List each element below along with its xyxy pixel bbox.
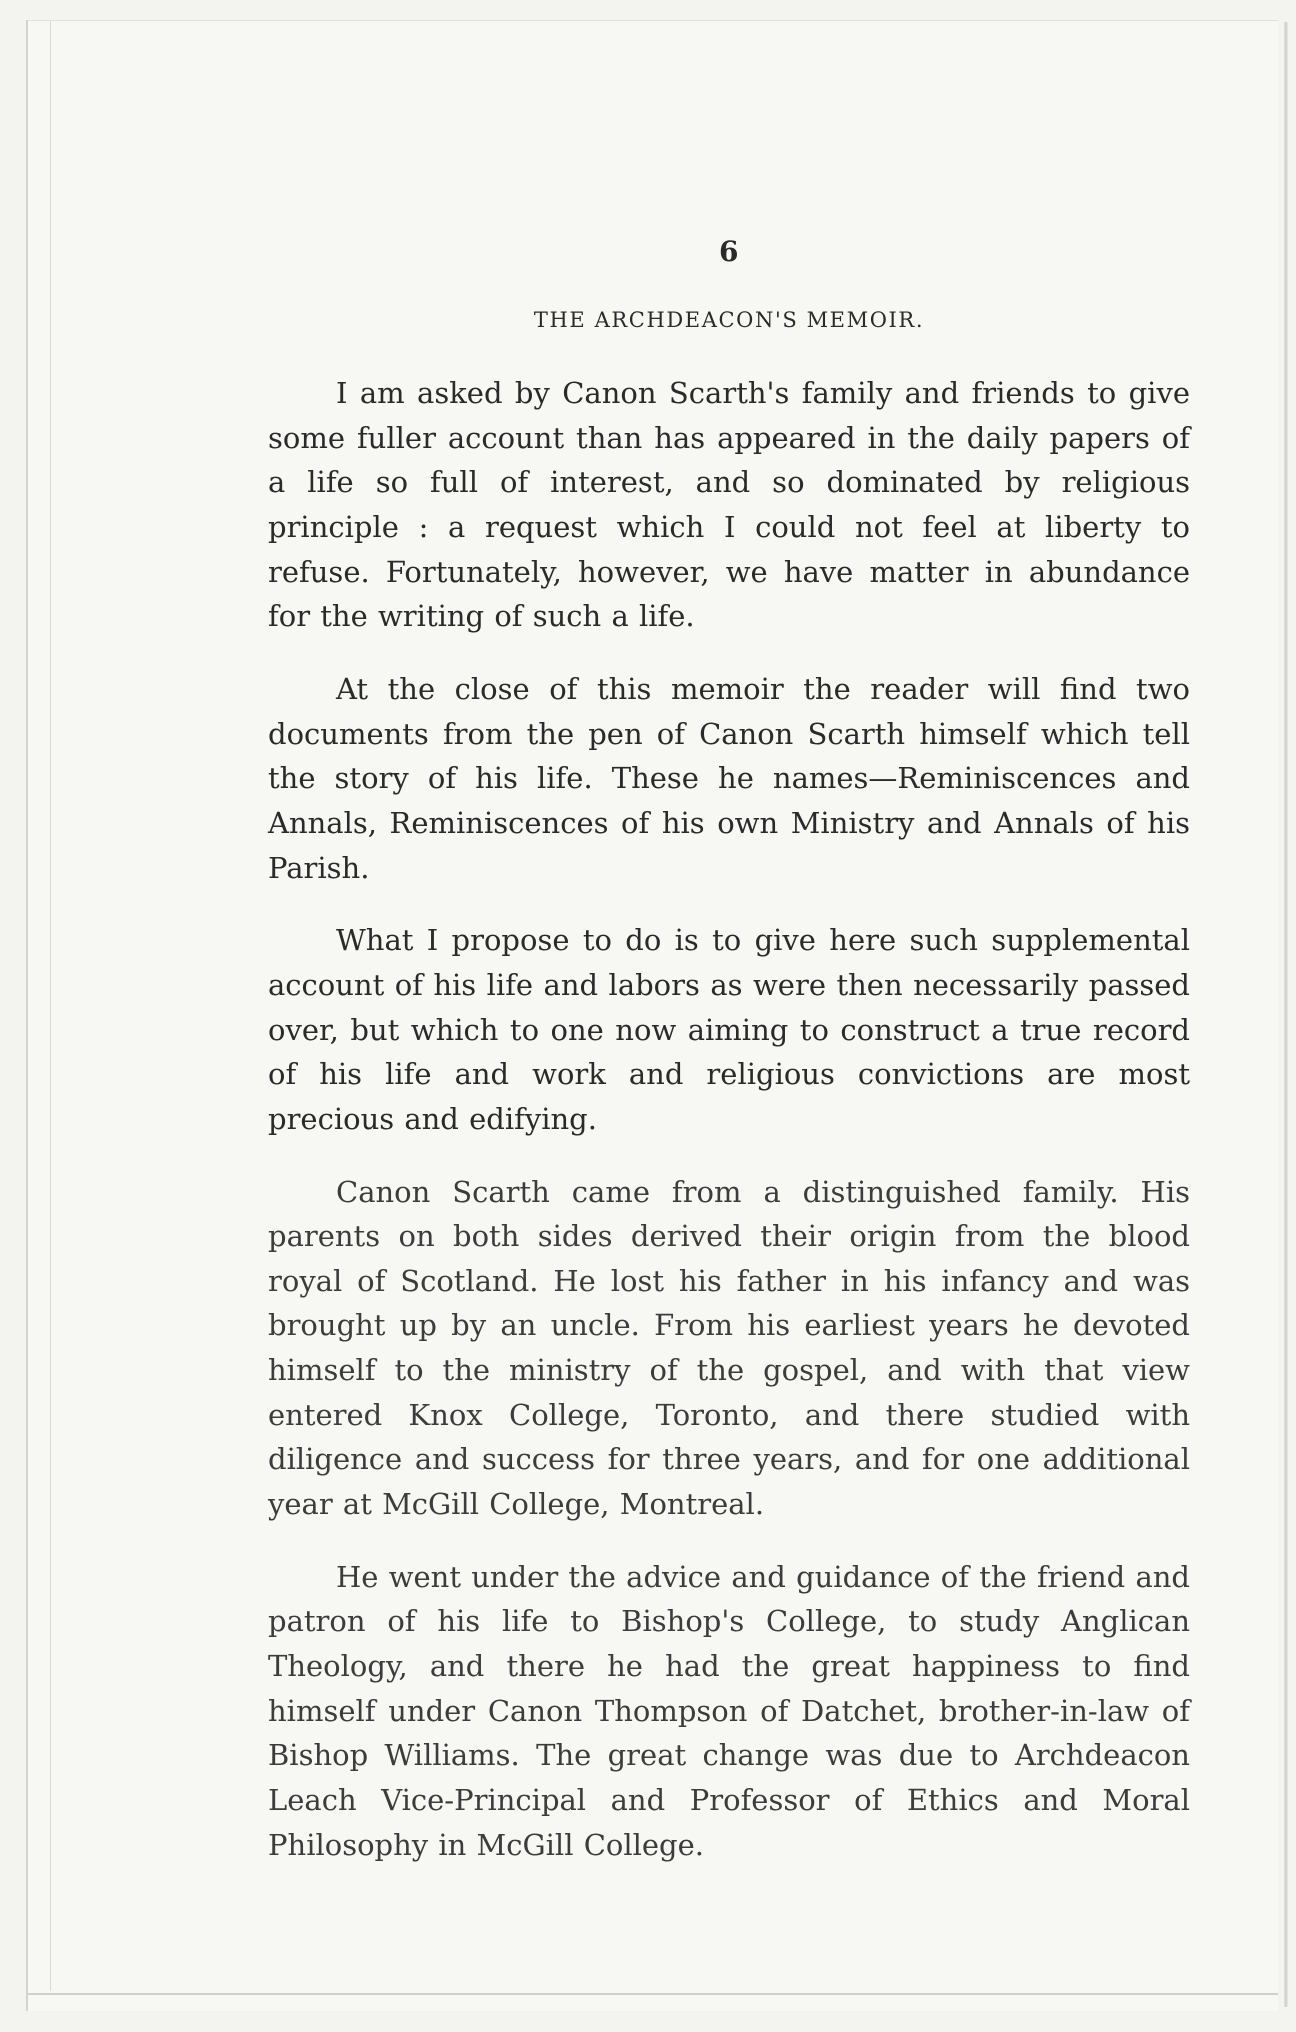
paragraph-5: He went under the advice and guidance of the friend and patron of his life to Bishop's College, to study Anglican Theology, and there he had the great happiness to find himself under Canon Thompson of Datchet, brother-in-law of Bishop Williams. The great change was due to Archdeacon Leach Vice-Principal and Professor of Ethics and Moral Philosophy in McGill College. (268, 1559, 1190, 1862)
paragraph-2: At the close of this memoir the reader will find two documents from the pen of Canon Scarth himself which tell the story of his life. These he names—Reminiscences and Annals, Reminiscences of his own Ministry and Annals of his Parish. (268, 671, 1190, 885)
paragraph-4: Canon Scarth came from a distinguished family. His parents on both sides derived their origin from the blood royal of Scotland. He lost his father in his infancy and was brought up by an uncle. From his earliest years he devoted himself to the ministry of the gospel, and with that view entered Knox College, Toronto, and there studied with diligence and success for three years, and for one additional year at McGill College, Montreal. (268, 1174, 1190, 1522)
page-content (268, 235, 1190, 1895)
paragraph-3: What I propose to do is to give here such supplemental account of his life and labors as were then necessarily passed over, but which to one now aiming to construct a true record of his life and work and religious convictions are most precious and edifying. (268, 923, 1190, 1136)
book-page-edge (1284, 22, 1288, 2007)
chapter-heading: THE ARCHDEACON'S MEMOIR. (533, 308, 925, 332)
page-number: 6 (719, 235, 739, 268)
paragraph-1: I am asked by Canon Scarth's family and friends to give some fuller account than has appeared in the daily papers of a life so full of interest, and so dominated by religious principle : a request which I could not feel at liberty to refuse. Fortunately, however, we have matter in abundance for the writing of such a life. (268, 376, 1190, 634)
